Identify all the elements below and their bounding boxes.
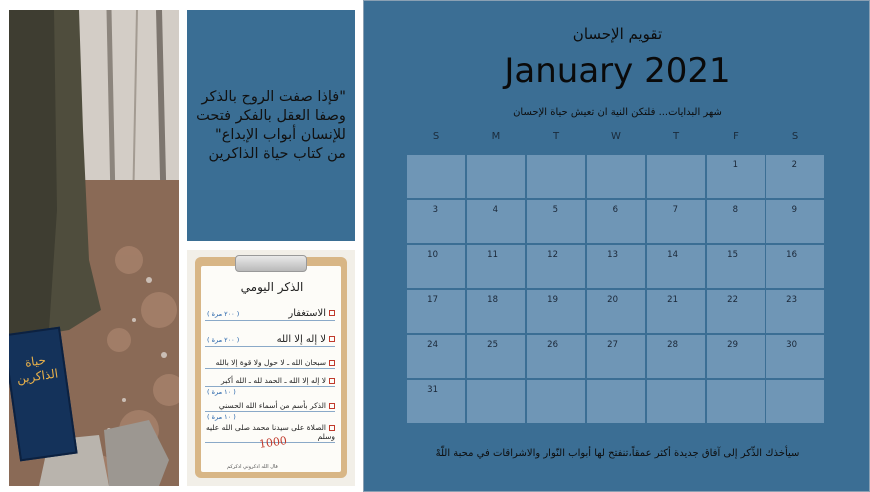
calendar-day-cell[interactable] (527, 380, 585, 423)
checklist-item-label: سبحان الله ـ لا حول ولا قوة إلا بالله (215, 358, 326, 367)
clipboard-clamp (235, 255, 307, 272)
weekday-label: F (733, 131, 739, 142)
weekday-label: S (791, 131, 799, 142)
checklist-item-label: الاستغفار (288, 308, 326, 319)
calendar-day-cell[interactable] (647, 245, 705, 288)
day-number: 5 (552, 205, 558, 215)
checklist-footer: قال الله اذكروني اذكركم (227, 464, 278, 470)
checkbox-icon (329, 310, 335, 316)
calendar-day-cell[interactable] (467, 200, 525, 243)
day-number: 3 (432, 205, 438, 215)
day-number: 25 (487, 340, 498, 350)
calendar-day-cell[interactable] (407, 335, 465, 378)
checklist-item-label: الذكر بأسم من أسماء الله الحسني (218, 401, 326, 410)
checklist-item (205, 376, 335, 387)
quote-panel (187, 10, 355, 241)
calendar-day-cell[interactable] (467, 155, 525, 198)
day-number: 19 (547, 295, 558, 305)
checklist-title: الذكر اليومي (240, 280, 304, 294)
weekday-label: T (552, 131, 560, 142)
day-number: 6 (612, 205, 618, 215)
day-number: 20 (607, 295, 618, 305)
calendar-day-cell[interactable] (766, 245, 824, 288)
daily-dhikr-clipboard (187, 250, 355, 486)
calendar-day-cell[interactable] (527, 200, 585, 243)
calendar-day-cell[interactable] (707, 290, 765, 333)
calendar-day-cell[interactable] (707, 245, 765, 288)
checklist-item-label: لا إله إلا الله ـ الحمد لله ـ الله أكبر (221, 376, 326, 385)
calendar-day-cell[interactable] (467, 380, 525, 423)
checkbox-icon (329, 360, 335, 366)
forest-photo (9, 10, 179, 486)
day-number: 26 (547, 340, 558, 350)
calendar-day-cell[interactable] (587, 245, 645, 288)
calendar-day-cell[interactable] (707, 155, 765, 198)
calendar-month-title: January 2021 (504, 51, 731, 91)
calendar-day-cell[interactable] (766, 335, 824, 378)
checklist-item-count: ( ١٠ مرة ) (207, 413, 236, 421)
calendar-day-cell[interactable] (587, 380, 645, 423)
calendar-tagline: شهر البدايات... فلتكن النية ان تعيش حياة الإحسان (513, 107, 722, 118)
day-number: 2 (791, 160, 797, 170)
day-number: 15 (727, 250, 738, 260)
calendar-day-cell[interactable] (766, 380, 824, 423)
calendar-day-cell[interactable] (527, 290, 585, 333)
calendar-day-cell[interactable] (407, 200, 465, 243)
day-number: 30 (786, 340, 797, 350)
checkbox-icon (329, 425, 335, 431)
checklist-item (205, 401, 335, 412)
weekday-label: W (611, 131, 621, 142)
day-number: 27 (607, 340, 618, 350)
day-number: 24 (427, 340, 438, 350)
calendar-day-cell[interactable] (527, 155, 585, 198)
day-number: 7 (672, 205, 678, 215)
calendar-day-cell[interactable] (587, 290, 645, 333)
checkbox-icon (329, 403, 335, 409)
checklist-item-count: ( ٢٠٠ مرة ) (207, 310, 240, 318)
calendar-day-cell[interactable] (527, 245, 585, 288)
calendar-day-cell[interactable] (527, 335, 585, 378)
calendar-day-cell[interactable] (707, 200, 765, 243)
day-number: 1 (732, 160, 738, 170)
calendar-day-cell[interactable] (707, 335, 765, 378)
calendar-day-cell[interactable] (647, 335, 705, 378)
day-number: 31 (427, 385, 438, 395)
checkbox-icon (329, 378, 335, 384)
day-number: 10 (427, 250, 438, 260)
day-number: 12 (547, 250, 558, 260)
checklist-item (205, 358, 335, 369)
calendar-panel (363, 0, 870, 492)
calendar-day-cell[interactable] (467, 335, 525, 378)
day-number: 22 (727, 295, 738, 305)
checklist-total: 1000 (258, 434, 288, 451)
day-number: 16 (786, 250, 797, 260)
calendar-day-cell[interactable] (407, 380, 465, 423)
checklist-item-count: ( ٢٠٠ مرة ) (207, 336, 240, 344)
day-number: 23 (786, 295, 797, 305)
calendar-day-cell[interactable] (647, 380, 705, 423)
day-number: 18 (487, 295, 498, 305)
book-title: حياة الذاكرين (16, 352, 59, 386)
quote-text: "فإذا صفت الروح بالذكر وصفا العقل بالفكر فتحت للإنسان أبواب الإبداع" من كتاب حياة الذاكرين (196, 88, 346, 162)
day-number: 4 (492, 205, 498, 215)
calendar-day-cell[interactable] (647, 290, 705, 333)
calendar-day-cell[interactable] (707, 380, 765, 423)
calendar-day-cell[interactable] (587, 335, 645, 378)
calendar-day-cell[interactable] (467, 290, 525, 333)
checklist-item-label: لا إله إلا الله (276, 334, 326, 345)
day-number: 9 (791, 205, 797, 215)
checkbox-icon (329, 336, 335, 342)
calendar-day-cell[interactable] (407, 155, 465, 198)
calendar-day-cell[interactable] (587, 200, 645, 243)
day-number: 21 (667, 295, 678, 305)
day-number: 29 (727, 340, 738, 350)
day-number: 17 (427, 295, 438, 305)
day-number: 8 (732, 205, 738, 215)
calendar-day-cell[interactable] (647, 200, 705, 243)
calendar-day-cell[interactable] (587, 155, 645, 198)
calendar-footer: سيأخذك الذِّكر إلى آفاق جديدة أكثر عمقاً،تنفتح لها أبواب النّوار والاشراقات في محبة اللّهْ (435, 448, 800, 459)
calendar-day-cell[interactable] (407, 290, 465, 333)
day-number: 13 (607, 250, 618, 260)
calendar-day-cell[interactable] (766, 200, 824, 243)
weekday-label: M (491, 131, 501, 142)
day-number: 11 (487, 250, 498, 260)
checklist-item-count: ( ١٠ مرة ) (207, 388, 236, 396)
checklist-item-label: الصلاة على سيدنا محمد صلى الله عليه وسلم (206, 423, 335, 441)
calendar-day-cell[interactable] (407, 245, 465, 288)
weekday-label: T (672, 131, 680, 142)
calendar-day-cell[interactable] (766, 155, 824, 198)
calendar-day-cell[interactable] (467, 245, 525, 288)
calendar-day-cell[interactable] (766, 290, 824, 333)
day-number: 14 (667, 250, 678, 260)
weekday-label: S (432, 131, 440, 142)
day-number: 28 (667, 340, 678, 350)
calendar-subtitle: تقويم الإحسان (572, 25, 663, 43)
calendar-day-cell[interactable] (647, 155, 705, 198)
